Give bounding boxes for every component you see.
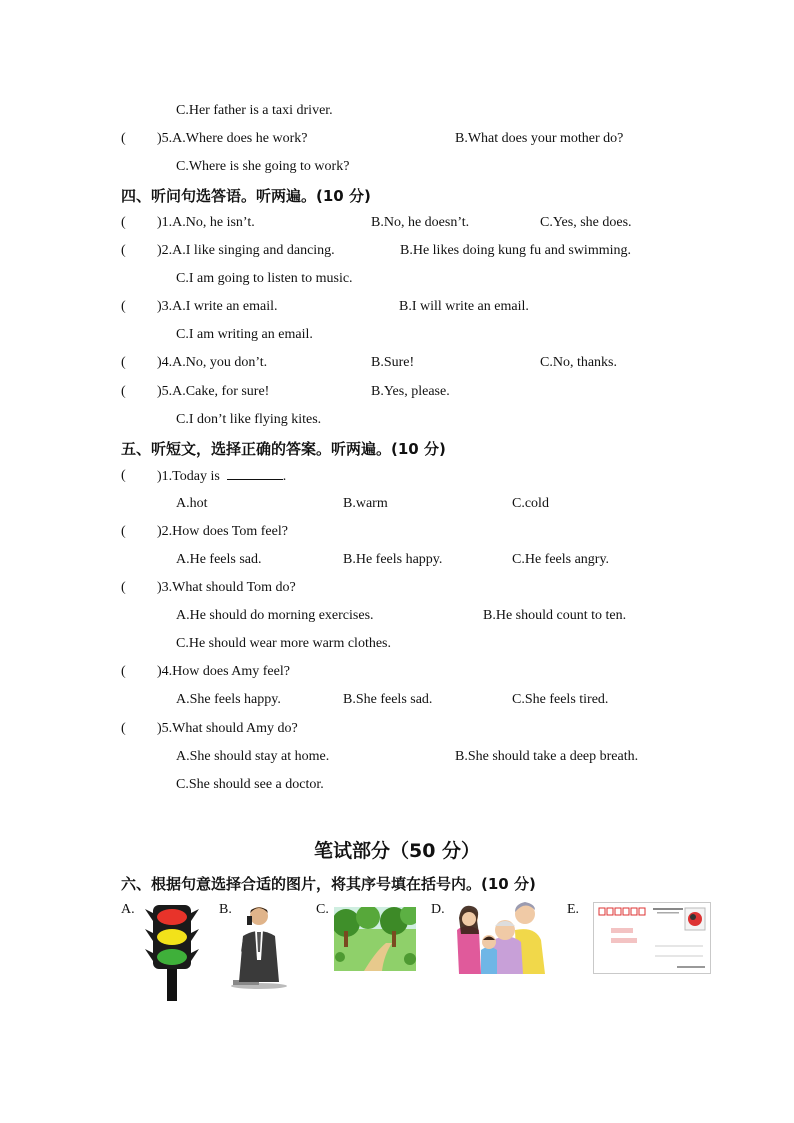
section-heading: 五、听短文，选择正确的答案。听两遍。(10 分) [121, 440, 446, 458]
option-a: )5.A.Cake, for sure! [157, 384, 270, 399]
option-c: C.He feels angry. [512, 552, 610, 567]
answer-paren[interactable]: ( [121, 721, 126, 736]
written-part-title: 笔试部分（50 分） [313, 840, 481, 862]
option-b: B.What does your mother do? [455, 131, 624, 146]
picture-label-a: A. [121, 902, 135, 917]
picture-label-e: E. [567, 902, 580, 917]
fill-blank[interactable] [227, 467, 283, 480]
traffic-light-picture [143, 903, 201, 1001]
question-end: . [282, 469, 287, 484]
question-text: )5.A.Where does he work? [157, 131, 308, 146]
option-a: A.hot [176, 496, 208, 511]
option-c: C.No, thanks. [540, 355, 617, 370]
picture-label-b: B. [219, 902, 232, 917]
question-text: )3.What should Tom do? [157, 580, 296, 595]
question-text: )1.Today is [157, 469, 220, 484]
option-c: C.He should wear more warm clothes. [176, 636, 391, 651]
answer-paren[interactable]: ( [121, 299, 126, 314]
question-text: )5.What should Amy do? [157, 721, 298, 736]
answer-paren[interactable]: ( [121, 355, 126, 370]
option-c: C.She feels tired. [512, 692, 609, 707]
option-b: B.He feels happy. [343, 552, 443, 567]
option-b: B.She should take a deep breath. [455, 749, 639, 764]
picture-label-d: D. [431, 902, 445, 917]
option-b: B.He should count to ten. [483, 608, 627, 623]
option-a: )2.A.I like singing and dancing. [157, 243, 335, 258]
option-b: B.He likes doing kung fu and swimming. [400, 243, 631, 258]
answer-paren[interactable]: ( [121, 468, 126, 483]
question-text: )2.How does Tom feel? [157, 524, 288, 539]
option-c: C.I don’t like flying kites. [176, 412, 322, 427]
answer-paren[interactable]: ( [121, 384, 126, 399]
question-text: )4.How does Amy feel? [157, 664, 290, 679]
option-c: C.Yes, she does. [540, 215, 632, 230]
answer-paren[interactable]: ( [121, 664, 126, 679]
option-a: A.He should do morning exercises. [176, 608, 374, 623]
answer-paren[interactable]: ( [121, 580, 126, 595]
option-a: A.She feels happy. [176, 692, 281, 707]
option-b: B.Yes, please. [371, 384, 450, 399]
picture-label-c: C. [316, 902, 329, 917]
option-c: C.Her father is a taxi driver. [176, 103, 333, 118]
family-picture [455, 900, 549, 974]
park-picture [334, 907, 416, 971]
option-b: B.I will write an email. [399, 299, 529, 314]
section-heading: 六、根据句意选择合适的图片，将其序号填在括号内。(10 分) [121, 875, 536, 893]
option-a: )4.A.No, you don’t. [157, 355, 268, 370]
option-b: B.warm [343, 496, 388, 511]
answer-paren[interactable]: ( [121, 131, 126, 146]
option-c: C.cold [512, 496, 549, 511]
section-heading: 四、听问句选答语。听两遍。(10 分) [121, 187, 371, 205]
option-a: )1.A.No, he isn’t. [157, 215, 255, 230]
option-b: B.No, he doesn’t. [371, 215, 470, 230]
option-b: B.She feels sad. [343, 692, 433, 707]
option-a: )3.A.I write an email. [157, 299, 278, 314]
option-c: C.I am going to listen to music. [176, 271, 353, 286]
option-b: B.Sure! [371, 355, 415, 370]
option-c: C.Where is she going to work? [176, 159, 350, 174]
option-c: C.I am writing an email. [176, 327, 313, 342]
man-on-phone-picture [229, 900, 289, 990]
answer-paren[interactable]: ( [121, 524, 126, 539]
option-c: C.She should see a doctor. [176, 777, 324, 792]
answer-paren[interactable]: ( [121, 215, 126, 230]
postcard-picture [593, 902, 711, 974]
answer-paren[interactable]: ( [121, 243, 126, 258]
option-a: A.She should stay at home. [176, 749, 330, 764]
option-a: A.He feels sad. [176, 552, 262, 567]
